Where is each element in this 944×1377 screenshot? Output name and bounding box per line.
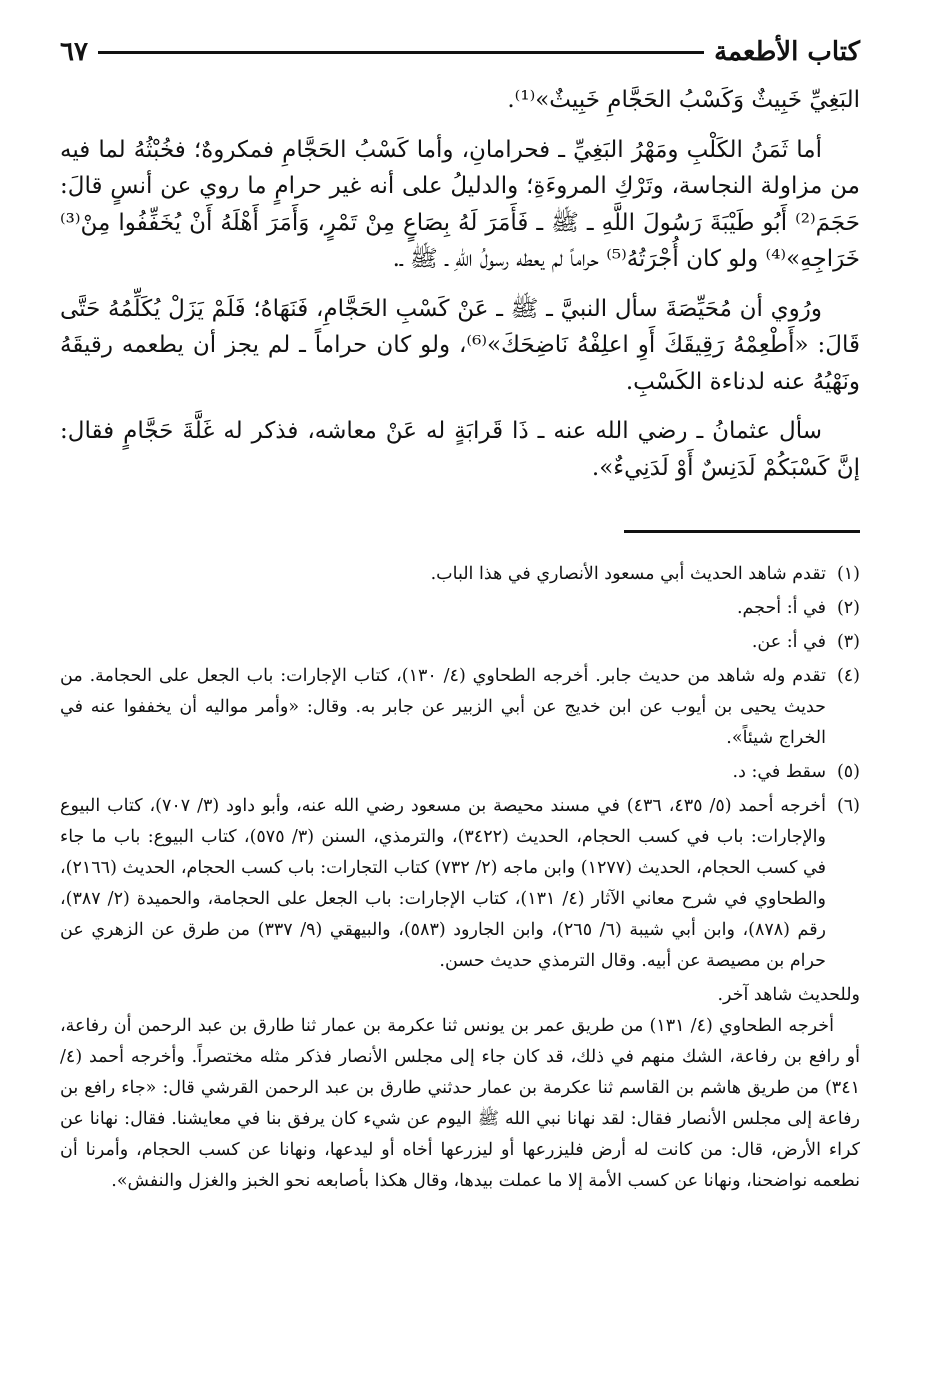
main-paragraph: أما ثَمَنُ الكَلْبِ ومَهْرُ البَغِيِّ ـ فحرامانِ، وأما كَسْبُ الحَجَّامِ فمكروهٌ؛ فخُبْثُهُ لما فيه من مزاولة النجاسة، وتَرْكِ المروءَةِ؛ والدليلُ على أنه غير حرامٍ ما روي عن أنسٍ قالَ: حَجَمَ⁽²⁾ أَبُو طَيْبَةَ رَسُولَ اللَّهِ ـ ﷺ ـ فَأَمَرَ لَهُ بِصَاعٍ مِنْ تَمْرٍ، وَأَمَرَ أَهْلَهُ أَنْ يُخَفِّفُوا مِنْ⁽³⁾ خَرَاجِهِ»⁽⁴⁾ ولو كان أُجْرَتُهُ⁽⁵⁾ حراماً لم يعطه رسولُ اللهِ ـ ﷺ ـ.	[60, 136, 860, 272]
footnote-separator	[624, 530, 860, 533]
footnote-text: أخرجه أحمد (٥/ ٤٣٥، ٤٣٦) في مسند محيصة بن مسعود رضي الله عنه، وأبو داود (٣/ ٧٠٧)، كتاب البيوع والإجارات: باب في كسب الحجام، الحديث (٣٤٢٢)، والترمذي، السنن (٣/ ٥٧٥)، كتاب البيوع: باب ما جاء في كسب الحجام، الحديث (١٢٧٧) وابن ماجه (٢/ ٧٣٢) كتاب التجارات: باب كسب الحجام، الحديث (٢١٦٦)، والطحاوي في شرح معاني الآثار (٤/ ١٣١)، كتاب الإجارات: باب الجعل على الحجامة، والحميدة (٢/ ٣٨٧)، رقم (٨٧٨)، وابن أبي شيبة (٦/ ٢٦٥)، وابن الجارود (٥٨٣)، والبيهقي (٩/ ٣٣٧) من طرق عن الزهري عن حرام بن مصيصة عن أبيه. وقال الترمذي حديث حسن.	[60, 796, 827, 971]
footnote-continuation: وللحديث شاهد آخر.	[717, 985, 860, 1005]
footnote-text: في أ: عن.	[751, 632, 826, 652]
footnote-text: تقدم شاهد الحديث أبي مسعود الأنصاري في هذا الباب.	[430, 564, 826, 584]
footnote-number: (٣)	[836, 632, 860, 652]
footnote	[60, 559, 860, 590]
footnote-continuation: أخرجه الطحاوي (٤/ ١٣١) من طريق عمر بن يونس ثنا عكرمة بن عمار ثنا طارق بن عبد الرحمن أن رفاعة، أو رافع بن رفاعة، الشك منهم في ذلك، قد كان جاء إلى مجلس الأنصار فذكر مثله مختصراً. وأخرجه أحمد (٤/ ٣٤١) من طريق هاشم بن القاسم ثنا عكرمة بن عمار حدثني طارق بن عبد الرحمن القرشي قال: «جاء رافع بن رفاعة إلى مجلس الأنصار فقال: لقد نهانا نبي الله ﷺ اليوم عن شيء كان يرفق بنا في معايشنا. فقال: نهانا عن كراء الأرض، قال: من كانت له أرض فليزرعها أو ليزرعها أخاه أو ليدعها، ونهانا عن كسب الحجام، وأمرنا أن نطعمه نواضحنا، ونهانا عن كسب الأمة إلا ما عملت بيدها، وقال هكذا بأصابعه نحو الخبز والغزل والنفش».	[60, 1016, 860, 1191]
footnote-text: تقدم وله شاهد من حديث جابر. أخرجه الطحاوي (٤/ ١٣٠)، كتاب الإجارات: باب الجعل على الحجامة. من حديث يحيى بن أيوب عن ابن خديج عن أبي الزبير عن جابر به. وقال: «وأمر مواليه أن يخففوا عنه في الخراج شيئاً».	[60, 666, 826, 748]
footnote-number: (١)	[836, 564, 860, 584]
footnotes	[60, 559, 860, 1197]
page-number: ٦٧	[60, 37, 88, 67]
header-rule	[98, 51, 704, 54]
footnote	[60, 757, 860, 788]
footnote	[60, 791, 860, 977]
main-paragraph: ورُوي أن مُحَيِّصَةَ سأل النبيَّ ـ ﷺ ـ عَنْ كَسْبِ الحَجَّامِ، فَنَهَاهُ؛ فَلَمْ يَزَلْ يُكَلِّمُهُ حَتَّى قَالَ: «أَطْعِمْهُ رَقِيقَكَ أَوِ اعلِفْهُ نَاضِحَكَ»⁽⁶⁾، ولو كان حراماً ـ لم يجز أن يطعمه رقيقَهُ ونَهْيُهُ عنه لدناءة الكَسْبِ.	[60, 295, 860, 395]
page-header	[60, 28, 860, 76]
footnote-text: في أ: أحجم.	[736, 598, 826, 618]
footnote-number: (٢)	[836, 598, 860, 618]
footnote-number: (٦)	[836, 796, 860, 816]
footnote	[60, 627, 860, 658]
main-paragraph: سأل عثمانُ ـ رضي الله عنه ـ ذَا قَرابَةٍ له عَنْ معاشه، فذكر له غَلَّةَ حَجَّامٍ فقال: إنَّ كَسْبَكُمْ لَدَنِسٌ أَوْ لَدَنِيءٌ».	[60, 418, 860, 481]
footnote	[60, 593, 860, 624]
book-page	[60, 28, 860, 1197]
footnote-number: (٤)	[836, 666, 860, 686]
footnote-number: (٥)	[836, 762, 860, 782]
main-paragraph: البَغِيِّ خَبِيثٌ وَكَسْبُ الحَجَّامِ خَبِيثٌ»⁽¹⁾.	[507, 87, 860, 113]
chapter-title: كتاب الأطعمة	[714, 37, 860, 67]
footnote	[60, 661, 860, 754]
footnote-text: سقط في: د.	[732, 762, 826, 782]
main-text	[60, 82, 860, 486]
